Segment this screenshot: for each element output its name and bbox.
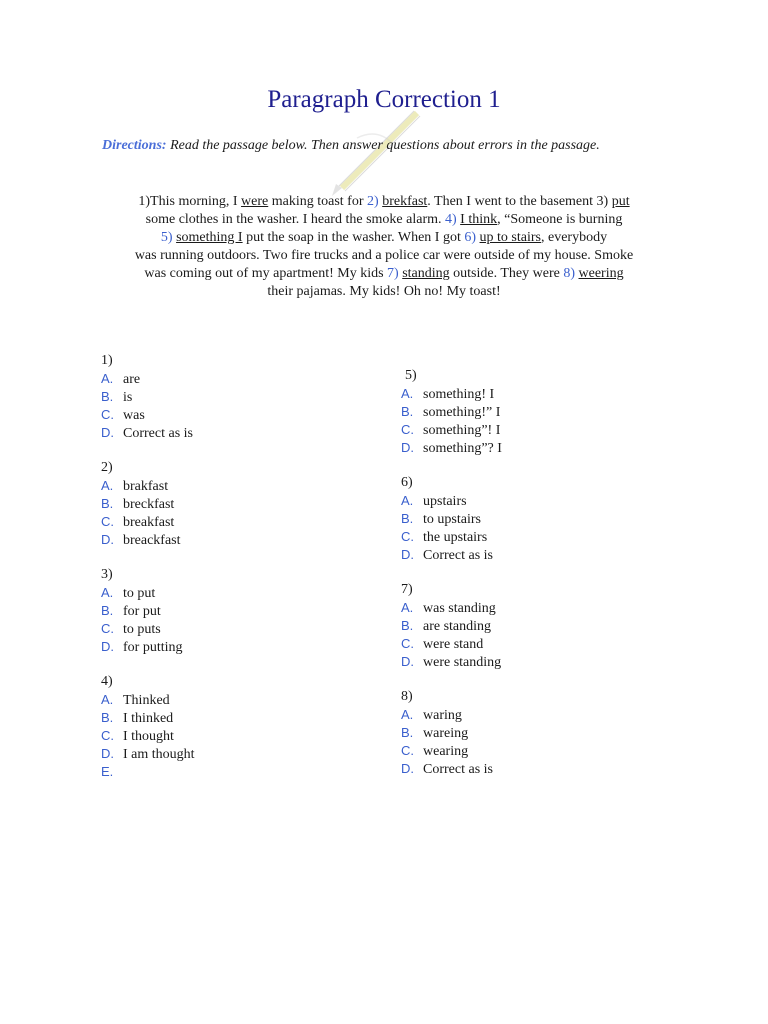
- directions-label: Directions:: [102, 138, 167, 153]
- answer-option[interactable]: [101, 495, 195, 513]
- option-text: Correct as is: [423, 548, 493, 563]
- answer-option[interactable]: [101, 406, 195, 424]
- option-text: was: [123, 408, 145, 423]
- passage-line: was running outdoors. Two fire trucks and a police car were outside of my house. Smoke: [134, 248, 634, 263]
- answer-option[interactable]: [401, 492, 502, 510]
- option-text: breackfast: [123, 533, 181, 548]
- option-text: Thinked: [123, 693, 170, 708]
- answer-option[interactable]: [101, 513, 195, 531]
- option-text: to puts: [123, 622, 161, 637]
- option-letter: B.: [101, 603, 114, 618]
- option-text: for put: [123, 604, 161, 619]
- option-letter: B.: [401, 725, 414, 740]
- question-number: 5): [405, 368, 417, 383]
- directions: [102, 138, 702, 154]
- answer-option[interactable]: [401, 546, 502, 564]
- passage-line: [84, 265, 684, 283]
- question-number: 4): [101, 674, 113, 689]
- answer-option[interactable]: [401, 617, 502, 635]
- questions-left-column: [101, 352, 195, 781]
- option-letter: A.: [401, 493, 414, 508]
- option-letter: D.: [101, 425, 114, 440]
- answer-option[interactable]: [101, 727, 195, 745]
- question-number: 1): [101, 353, 113, 368]
- option-letter: B.: [401, 618, 414, 633]
- option-text: Correct as is: [423, 762, 493, 777]
- passage-line: their pajamas. My kids! Oh no! My toast!: [267, 284, 501, 299]
- passage-text: some clothes in the washer. I heard the smoke alarm.: [145, 212, 445, 227]
- option-letter: B.: [101, 389, 114, 404]
- option-text: something!” I: [423, 405, 501, 420]
- answer-option[interactable]: [401, 742, 502, 760]
- passage: [84, 193, 684, 301]
- passage-text: outside. They were: [449, 266, 564, 281]
- answer-option[interactable]: [401, 528, 502, 546]
- passage-text: , everybody: [540, 230, 608, 245]
- answer-option[interactable]: [101, 424, 195, 442]
- question-marker: 8): [563, 266, 575, 281]
- answer-option[interactable]: [101, 531, 195, 549]
- option-text: something! I: [423, 387, 495, 402]
- underlined-error: I think: [460, 212, 498, 227]
- question-marker: 7): [387, 266, 399, 281]
- option-text: for putting: [123, 640, 183, 655]
- answer-option[interactable]: [101, 638, 195, 656]
- option-letter: B.: [401, 404, 414, 419]
- passage-text: 1)This morning, I: [138, 194, 242, 209]
- answer-option[interactable]: [101, 691, 195, 709]
- option-letter: A.: [401, 707, 414, 722]
- option-letter: A.: [401, 600, 414, 615]
- option-text: to put: [123, 586, 156, 601]
- answer-option[interactable]: [401, 599, 502, 617]
- question-number: 2): [101, 460, 113, 475]
- question-number: 3): [101, 567, 113, 582]
- option-text: is: [123, 390, 133, 405]
- answer-option[interactable]: [101, 745, 195, 763]
- answer-option[interactable]: [101, 388, 195, 406]
- option-letter: A.: [101, 371, 114, 386]
- option-letter: C.: [101, 621, 114, 636]
- passage-text: . Then I went to the basement 3): [427, 194, 612, 209]
- answer-option[interactable]: [401, 510, 502, 528]
- passage-line: [84, 211, 684, 229]
- passage-text: put the soap in the washer. When I got: [242, 230, 465, 245]
- option-text: breckfast: [123, 497, 175, 512]
- option-letter: D.: [401, 440, 414, 455]
- option-text: wearing: [423, 744, 469, 759]
- question-number: 8): [401, 689, 413, 704]
- question-marker: 2): [367, 194, 379, 209]
- option-letter: D.: [101, 639, 114, 654]
- answer-option[interactable]: [401, 724, 502, 742]
- question-block: [401, 581, 502, 671]
- question-block: [101, 459, 195, 549]
- question-block: [101, 566, 195, 656]
- option-text: are: [123, 372, 141, 387]
- passage-text: , “Someone is burning: [497, 212, 623, 227]
- underlined-error: something I: [176, 230, 243, 245]
- answer-option[interactable]: [401, 760, 502, 778]
- option-letter: B.: [101, 496, 114, 511]
- passage-line: [84, 229, 684, 247]
- option-letter: D.: [401, 654, 414, 669]
- option-letter: C.: [401, 636, 414, 651]
- page-title: Paragraph Correction 1: [267, 86, 501, 113]
- underlined-error: brekfast: [382, 194, 428, 209]
- question-block: [101, 352, 195, 442]
- answer-option[interactable]: [101, 620, 195, 638]
- answer-option[interactable]: [101, 709, 195, 727]
- option-letter: E.: [101, 764, 114, 779]
- question-block: [401, 688, 502, 778]
- question-block: [401, 367, 502, 457]
- option-text: I thought: [123, 729, 174, 744]
- option-text: the upstairs: [423, 530, 488, 545]
- option-letter: C.: [101, 407, 114, 422]
- answer-option[interactable]: [101, 370, 195, 388]
- underlined-error: standing: [402, 266, 450, 281]
- option-text: brakfast: [123, 479, 169, 494]
- option-text: Correct as is: [123, 426, 193, 441]
- question-number: 7): [401, 582, 413, 597]
- passage-line: [84, 193, 684, 211]
- option-letter: A.: [401, 386, 414, 401]
- answer-option[interactable]: [401, 653, 502, 671]
- option-letter: A.: [101, 692, 114, 707]
- option-letter: C.: [401, 529, 414, 544]
- option-letter: B.: [101, 710, 114, 725]
- option-letter: D.: [101, 746, 114, 761]
- questions-right-column: [401, 367, 502, 778]
- option-text: wareing: [423, 726, 469, 741]
- option-letter: B.: [401, 511, 414, 526]
- answer-option[interactable]: [401, 385, 502, 403]
- option-text: to upstairs: [423, 512, 481, 527]
- passage-text: making toast for: [268, 194, 368, 209]
- option-text: were standing: [423, 655, 502, 670]
- option-letter: A.: [101, 478, 114, 493]
- passage-text: was coming out of my apartment! My kids: [144, 266, 388, 281]
- option-letter: D.: [401, 761, 414, 776]
- question-number: 6): [401, 475, 413, 490]
- answer-option[interactable]: [401, 706, 502, 724]
- underlined-error: weering: [578, 266, 624, 281]
- question-block: [101, 673, 195, 781]
- option-text: I am thought: [123, 747, 195, 762]
- answer-option[interactable]: [101, 477, 195, 495]
- option-letter: A.: [101, 585, 114, 600]
- answer-option[interactable]: [101, 602, 195, 620]
- directions-text: Read the passage below. Then answer questions about errors in the passage.: [166, 138, 600, 153]
- option-letter: C.: [401, 743, 414, 758]
- underlined-error: up to stairs: [479, 230, 541, 245]
- option-text: breakfast: [123, 515, 175, 530]
- question-marker: 6): [464, 230, 477, 245]
- option-text: were stand: [423, 637, 484, 652]
- answer-option[interactable]: [401, 439, 502, 457]
- answer-option[interactable]: [401, 635, 502, 653]
- answer-option[interactable]: [101, 584, 195, 602]
- option-letter: D.: [101, 532, 114, 547]
- question-marker: 5): [160, 230, 173, 245]
- question-block: [401, 474, 502, 564]
- question-marker: 4): [445, 212, 457, 227]
- option-letter: C.: [101, 728, 114, 743]
- option-text: are standing: [423, 619, 492, 634]
- option-letter: D.: [401, 547, 414, 562]
- option-text: something”! I: [423, 423, 501, 438]
- answer-option[interactable]: [101, 763, 195, 781]
- answer-option[interactable]: [401, 421, 502, 439]
- underlined-error: were: [241, 194, 269, 209]
- option-letter: C.: [401, 422, 414, 437]
- option-text: waring: [423, 708, 462, 723]
- answer-option[interactable]: [401, 403, 502, 421]
- option-text: I thinked: [123, 711, 174, 726]
- option-text: was standing: [423, 601, 496, 616]
- underlined-error: put: [611, 194, 630, 209]
- option-letter: C.: [101, 514, 114, 529]
- option-text: something”? I: [423, 441, 502, 456]
- option-text: upstairs: [423, 494, 467, 509]
